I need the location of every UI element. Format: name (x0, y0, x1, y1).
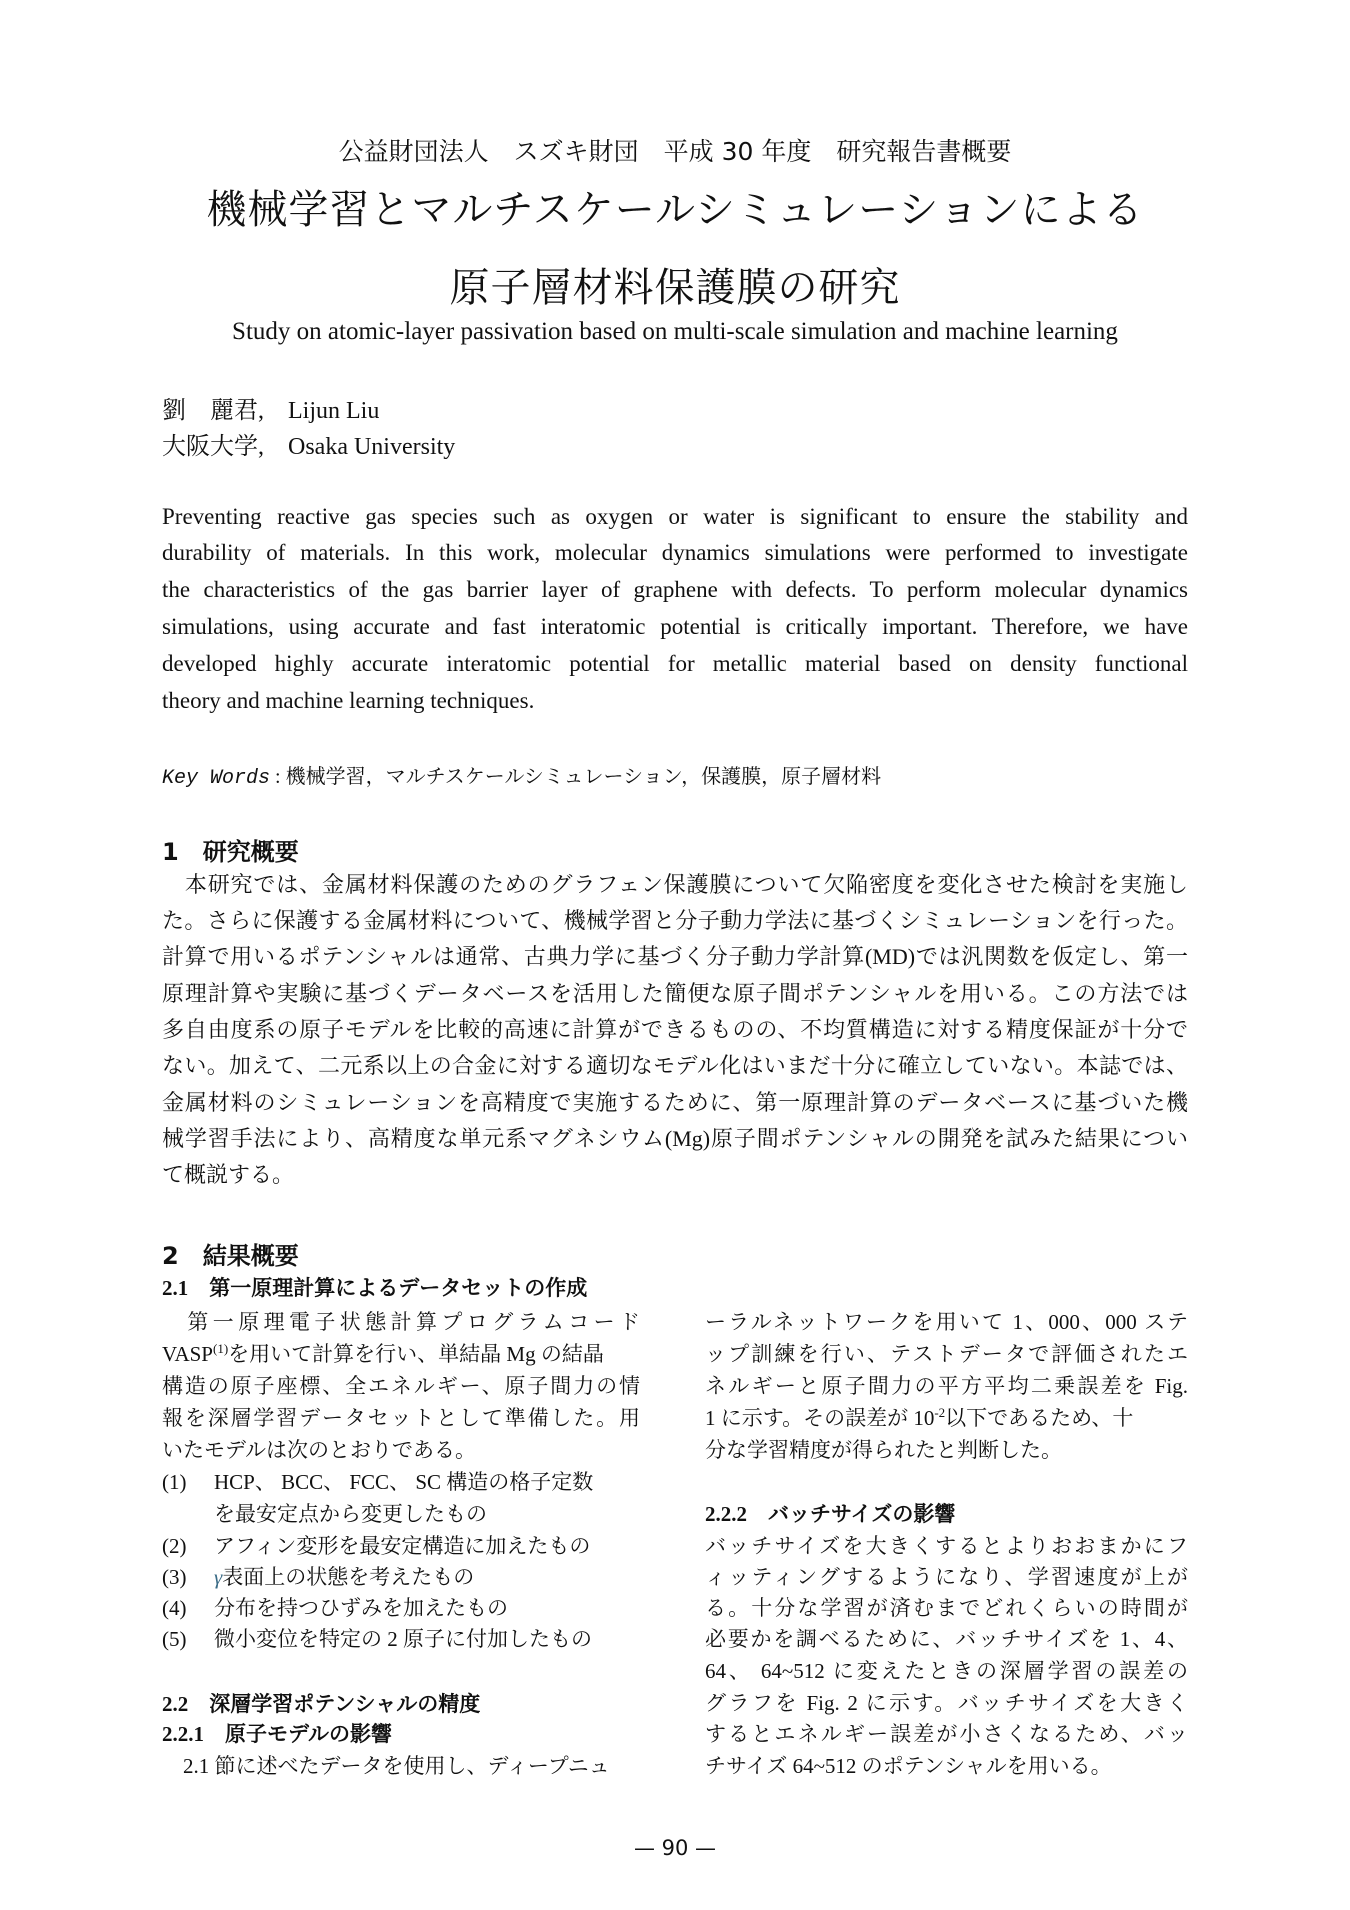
abstract-line: durability of materials. In this work, molecular dynamics simulations were performed to investigate (162, 540, 1188, 565)
body-line: 分な学習精度が得られたと判断した。 (705, 1438, 1062, 1462)
body-line: 2.1 節に述べたデータを使用し、ディープニュ (162, 1754, 610, 1778)
body-line: 報を深層学習データセットとして準備した。用 (162, 1406, 640, 1430)
body-line: グラフを Fig. 2 に示す。バッチサイズを大きく (705, 1691, 1188, 1715)
paper-title-en: Study on atomic-layer passivation based on multi-scale simulation and machine learning (232, 318, 1118, 345)
body-line: ーラルネットワークを用いて 1、000、000 ステ (705, 1310, 1188, 1334)
subsection-heading-2-2: 2.2 深層学習ポテンシャルの精度 (162, 1692, 481, 1716)
page-number: — 90 — (633, 1836, 717, 1860)
list-item (162, 1592, 640, 1622)
body-line: て概説する。 (162, 1162, 295, 1187)
exponent: -2 (934, 1405, 946, 1420)
keywords (162, 760, 881, 790)
abstract-line: theory and machine learning techniques. (162, 688, 535, 713)
body-text: を用いて計算を行い、単結晶 Mg の結晶 (228, 1342, 604, 1366)
list-item-continuation: を最安定点から変更したもの (214, 1502, 487, 1526)
abstract-line: developed highly accurate interatomic potential for metallic material based on density functional (162, 651, 1188, 676)
author-name: 劉 麗君, Lijun Liu (162, 398, 380, 424)
body-line: ィッティングするようになり、学習速度が上が (705, 1565, 1188, 1589)
body-line: 金属材料のシミュレーションを高精度で実施するために、第一原理計算のデータベースに基づいた機 (162, 1090, 1188, 1115)
body-line (705, 1402, 1188, 1432)
vasp-text: VASP (162, 1342, 213, 1366)
abstract-line: the characteristics of the gas barrier layer of graphene with defects. To perform molecular dynamics (162, 577, 1188, 602)
list-item-number: (1) (162, 1470, 187, 1494)
body-line: る。十分な学習が済むまでどれくらいの時間が (705, 1596, 1188, 1620)
paper-title-ja-line1: 機械学習とマルチスケールシミュレーションによる (206, 187, 1144, 233)
body-line: 多自由度系の原子モデルを比較的高速に計算ができるものの、不均質構造に対する精度保証が十分で (162, 1017, 1188, 1042)
list-item-text: アフィン変形を最安定構造に加えたもの (214, 1534, 591, 1558)
body-line: 64、 64~512 に変えたときの深層学習の誤差の (705, 1659, 1188, 1683)
gamma-symbol: γ (214, 1565, 223, 1589)
list-item-number: (5) (162, 1627, 187, 1651)
body-line: 構造の原子座標、全エネルギー、原子間力の情 (162, 1374, 640, 1398)
list-item-number: (2) (162, 1534, 187, 1558)
report-header: 公益財団法人 スズキ財団 平成 30 年度 研究報告書概要 (338, 137, 1012, 166)
section-heading-2: 2 結果概要 (162, 1242, 299, 1270)
keywords-label: Key Words (162, 767, 271, 790)
subsection-heading-2-2-2: 2.2.2 バッチサイズの影響 (705, 1502, 956, 1526)
body-line: 計算で用いるポテンシャルは通常、古典力学に基づく分子動力学計算(MD)では汎関数を仮定し、第一 (162, 944, 1188, 969)
list-item (162, 1530, 640, 1560)
paper-title-ja-line2: 原子層材料保護膜の研究 (449, 265, 901, 311)
abstract-line: Preventing reactive gas species such as oxygen or water is significant to ensure the stability and (162, 504, 1188, 529)
body-line: 械学習手法により、高精度な単元系マグネシウム(Mg)原子間ポテンシャルの開発を試みた結果につい (162, 1126, 1188, 1151)
subsection-heading-2-2-1: 2.2.1 原子モデルの影響 (162, 1722, 392, 1746)
list-item-text: HCP、 BCC、 FCC、 SC 構造の格子定数 (214, 1470, 594, 1494)
body-line: 本研究では、金属材料保護のためのグラフェン保護膜について欠陥密度を変化させた検討を実施し (162, 872, 1188, 897)
body-line: チサイズ 64~512 のポテンシャルを用いる。 (705, 1754, 1112, 1778)
body-line: 必要かを調べるために、バッチサイズを 1、4、 (705, 1627, 1188, 1651)
body-line: バッチサイズを大きくするとよりおおまかにフ (705, 1534, 1188, 1558)
list-item-text: 分布を持つひずみを加えたもの (214, 1596, 508, 1620)
section-heading-1: 1 研究概要 (162, 838, 299, 866)
list-item-number: (3) (162, 1565, 187, 1589)
body-line: するとエネルギー誤差が小さくなるため、バッ (705, 1722, 1188, 1746)
body-line: ネルギーと原子間力の平方平均二乗誤差を Fig. (705, 1374, 1188, 1398)
body-line: いたモデルは次のとおりである。 (162, 1438, 476, 1462)
author-affiliation: 大阪大学, Osaka University (162, 434, 456, 460)
list-item-number: (4) (162, 1596, 187, 1620)
subsection-heading-2-1: 2.1 第一原理計算によるデータセットの作成 (162, 1276, 588, 1300)
list-item (162, 1466, 640, 1496)
body-line: ない。加えて、二元系以上の合金に対する適切なモデル化はいまだ十分に確立していない。本誌では、 (162, 1053, 1188, 1078)
list-item (162, 1561, 640, 1591)
body-line: た。さらに保護する金属材料について、機械学習と分子動力学法に基づくシミュレーションを行った。 (162, 908, 1188, 933)
keywords-separator: : (270, 766, 286, 788)
body-text: 1 に示す。その誤差が 10 (705, 1406, 935, 1430)
body-line (162, 1338, 640, 1368)
abstract-line: simulations, using accurate and fast interatomic potential is critically important. Therefore, we have (162, 614, 1188, 639)
body-line: 第一原理電子状態計算プログラムコード (162, 1310, 640, 1334)
keywords-values: 機械学習，マルチスケールシミュレーション，保護膜，原子層材料 (285, 766, 882, 788)
list-item-text: 微小変位を特定の 2 原子に付加したもの (214, 1627, 592, 1651)
body-line: 原理計算や実験に基づくデータベースを活用した簡便な原子間ポテンシャルを用いる。この方法では (162, 981, 1188, 1006)
citation-ref[interactable]: (1) (212, 1341, 229, 1356)
body-text: 以下であるため、十 (945, 1406, 1134, 1430)
list-item (162, 1623, 640, 1653)
list-item-text: 表面上の状態を考えたもの (222, 1565, 475, 1589)
body-line: ップ訓練を行い、テストデータで評価されたエ (705, 1342, 1188, 1366)
